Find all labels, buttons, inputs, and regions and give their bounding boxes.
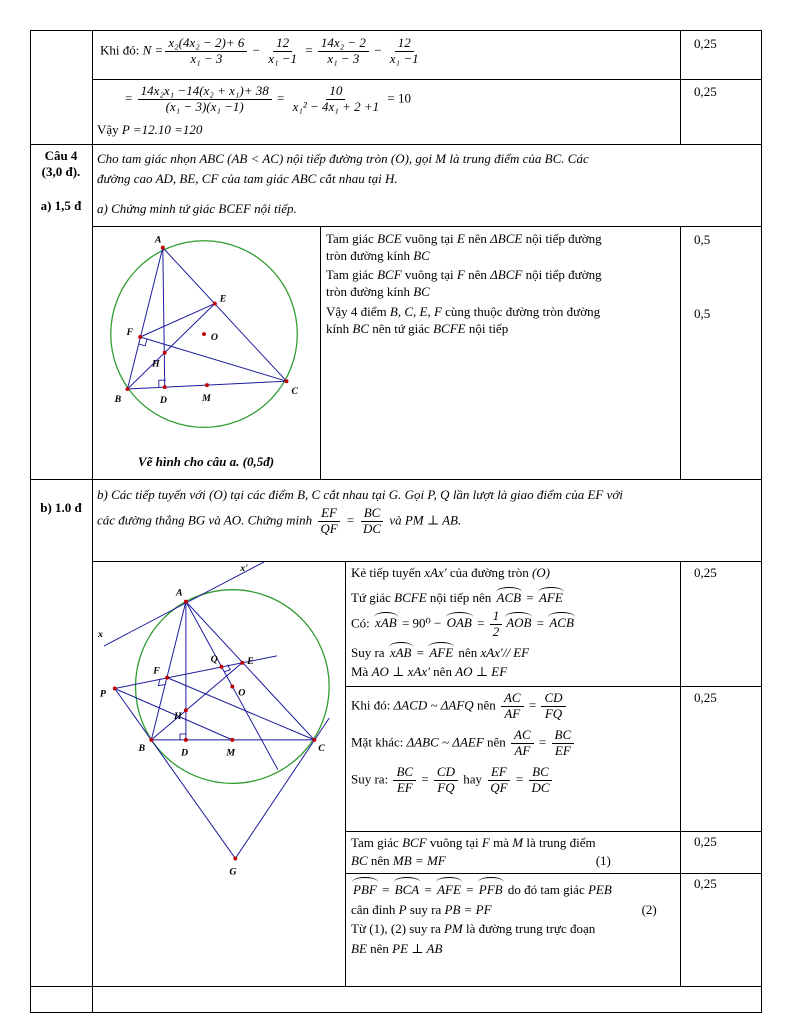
text-run: =	[378, 882, 393, 897]
geometry-figure-b	[94, 562, 344, 898]
text-run: Tam giác	[326, 231, 378, 246]
point-p	[113, 687, 117, 691]
text-run: =	[418, 771, 432, 787]
point-b	[125, 387, 129, 391]
math-text: xAx'// EF	[480, 644, 530, 660]
explanation-paragraph	[326, 230, 676, 264]
fraction: $\frac{CD}{FQ}$	[541, 691, 565, 722]
text-run: =	[512, 771, 527, 787]
math-text: F	[481, 835, 490, 850]
text-run: =	[273, 90, 288, 106]
text-run: cùng thuộc đường tròn đường	[441, 303, 601, 319]
text-run: nên	[455, 644, 481, 660]
explanation-line	[351, 834, 677, 852]
altitude-cf	[140, 337, 286, 381]
math-text: E	[456, 231, 465, 246]
text-run: =	[535, 734, 550, 750]
table-border	[345, 686, 761, 687]
table-border	[680, 30, 681, 144]
segment-ef	[140, 304, 215, 337]
text-run: Suy ra:	[351, 771, 392, 787]
score-value: 0,25	[694, 565, 717, 580]
table-border	[30, 479, 761, 480]
text-run: =	[125, 90, 136, 106]
text-run: =	[421, 882, 436, 897]
text-run: Khi đó:	[100, 42, 143, 58]
math-text: BE	[351, 940, 367, 956]
math-text: P =12.10 =120	[121, 122, 203, 137]
text-run: đường cao AD, BE, CF của tam giác ABC cắt nhau tại H.	[97, 171, 398, 187]
text-run: vuông tại	[426, 835, 482, 850]
table-border	[680, 226, 681, 479]
point-h	[184, 708, 188, 712]
explanation-b4	[351, 877, 677, 958]
hat-notation: BCA	[393, 877, 422, 900]
point-a	[184, 600, 188, 604]
point-label-a: A	[154, 234, 162, 246]
table-border	[92, 226, 761, 227]
explanation-line	[351, 939, 677, 959]
point-label-e: E	[219, 293, 227, 305]
hat-notation: AFE	[435, 877, 463, 900]
text-run: Suy ra	[351, 644, 388, 660]
math-text: xAx'	[424, 565, 447, 580]
score-value: 0,25	[694, 36, 717, 51]
point-f	[165, 676, 169, 680]
explanation-line	[351, 852, 677, 870]
text-run: Mà	[351, 663, 372, 679]
text-run: nên	[464, 267, 491, 283]
hat-notation: ACB	[495, 587, 524, 606]
explanation-line	[351, 664, 677, 684]
fraction: $\frac{BC}{DC}$	[360, 506, 384, 537]
explanation-paragraph	[326, 303, 676, 337]
text-run: nên tứ giác	[369, 320, 434, 336]
text-run: Tam giác	[326, 267, 378, 283]
math-text: ΔBCF	[490, 267, 523, 283]
math-text: BCFE	[433, 320, 466, 336]
text-run: Kẻ tiếp tuyến	[351, 565, 425, 580]
text-run: nên	[366, 940, 393, 956]
text-run: nên	[367, 852, 393, 868]
math-text: P	[398, 901, 407, 917]
text-run: −	[249, 42, 264, 58]
table-border	[680, 561, 681, 986]
hat-notation: xAB	[373, 612, 399, 631]
point-label-a: A	[176, 587, 183, 599]
text-run: =	[525, 697, 540, 713]
text-run: nội tiếp nên	[426, 590, 495, 605]
question-task-a	[97, 201, 757, 217]
score-value: 0,5	[694, 232, 711, 247]
text-run: (2)	[641, 901, 657, 917]
text-run: các đường thẳng BG và AO. Chứng minh	[97, 512, 316, 528]
math-text: F	[456, 267, 465, 283]
text-run: tròn đường kính	[326, 248, 414, 264]
question-statement-a	[97, 149, 757, 189]
question-statement-b	[97, 485, 757, 537]
score-value: 0,25	[694, 834, 717, 849]
table-border	[345, 561, 346, 986]
text-run: nên	[483, 734, 510, 750]
point-label-c: C	[318, 742, 325, 754]
table-border	[30, 30, 762, 31]
text-run: Cho tam giác nhọn ABC (AB < AC) nội tiếp đường tròn (O), gọi M là trung điểm của BC. Các	[97, 151, 589, 166]
point-f	[138, 335, 142, 339]
fraction: $\frac{1}{2}$	[490, 609, 503, 640]
text-run: Mặt khác:	[351, 734, 407, 750]
math-text: BCE	[377, 231, 402, 246]
math-text: PM	[443, 921, 463, 936]
fraction: $\frac{12}{\text{x₁ −1}}$	[268, 35, 298, 66]
text-run: vuông tại	[401, 267, 457, 283]
diagram-caption: Vẽ hình cho câu a. (0,5đ)	[137, 454, 275, 469]
point-e	[240, 661, 244, 665]
fraction: $\frac{10}{\text{x₁² − 4x₁ + 2 +1}}$	[292, 83, 380, 114]
point-label-b: B	[138, 742, 146, 754]
text-run: a) Chứng minh tứ giác BCEF nội tiếp.	[97, 201, 297, 216]
text-run: Vậy 4 điểm	[326, 303, 390, 319]
point-label-h: H	[151, 358, 160, 370]
explanation-part-a	[326, 230, 676, 339]
text-run: là đường trung trực đoạn	[462, 921, 596, 936]
text-run: do đó tam giác	[504, 882, 588, 897]
text-run: nên	[464, 231, 491, 246]
text-run: vuông tại	[401, 231, 457, 246]
fraction: $\frac{BC}{DC}$	[528, 765, 552, 796]
altitude-be	[151, 663, 242, 740]
math-text: AO ⊥ xAx'	[371, 663, 430, 679]
point-label-e: E	[247, 655, 254, 667]
hat-notation: ACB	[547, 612, 576, 631]
point-c	[312, 738, 316, 742]
math-text: BCFE	[394, 590, 427, 605]
text-run: cân đỉnh	[351, 901, 399, 917]
diagram-part-b	[94, 562, 344, 985]
text-run: của đường tròn	[446, 565, 532, 580]
math-text: M	[512, 835, 524, 850]
explanation-b1	[351, 565, 677, 686]
math-text: BCF	[377, 267, 402, 283]
fraction: $\frac{\text{x₂(4x₂ − 2)+ 6}}{\text{x₁ − 3}}$	[165, 36, 247, 67]
fraction: $\frac{BC}{EF}$	[552, 728, 575, 759]
text-run: =	[533, 615, 548, 631]
text-run: Khi đó:	[351, 697, 394, 713]
text-run: nên	[429, 663, 456, 679]
hat-notation: AOB	[504, 612, 533, 631]
table-border	[761, 30, 762, 1012]
point-label-d: D	[159, 394, 167, 406]
math-text: (O)	[531, 565, 551, 580]
text-run: b) Các tiếp tuyến với (O) tại các điểm B, C cắt nhau tại G. Gọi P, Q lần lượt là giao điểm của EF với	[97, 487, 623, 502]
text-run: là trung điểm	[523, 835, 596, 850]
fraction: $\frac{EF}{QF}$	[487, 765, 510, 796]
math-text: BC	[351, 852, 368, 868]
point-b	[149, 738, 153, 742]
text-run: mà	[489, 835, 513, 850]
point-label-p: P	[99, 688, 106, 700]
fraction: $\frac{\text{14x₂ − 2}}{\text{x₁ − 3}}$	[318, 36, 369, 67]
text-run: Từ (1), (2) suy ra	[351, 921, 444, 936]
point-label-q: Q	[210, 653, 218, 665]
text-run: suy ra	[406, 901, 445, 917]
point-c	[285, 379, 289, 383]
score-value: 0,25	[694, 876, 717, 891]
text-run: (1)	[595, 852, 611, 868]
point-label-f: F	[153, 665, 160, 677]
math-text: BC	[413, 284, 430, 300]
math-text: PE ⊥ AB	[392, 940, 443, 956]
fraction: $\frac{AC}{AF}$	[501, 691, 524, 722]
hat-notation: AFE	[537, 587, 565, 606]
point-label-b: B	[114, 393, 122, 405]
math-text: PEB	[587, 882, 612, 897]
text-run: nội tiếp đường	[522, 231, 602, 246]
math-text: ΔABC ~ ΔAEF	[406, 734, 484, 750]
text-run: Có:	[351, 615, 374, 631]
fraction: $\frac{EF}{QF}$	[317, 506, 340, 537]
point-h	[163, 351, 167, 355]
explanation-line	[351, 919, 677, 939]
score-value: 0,25	[694, 690, 717, 705]
fraction: $\frac{\text{14x₂x₁ −14(x₂ + x₁)+ 38}}{\text{(x₁ − 3)(x₁ −1)}}$	[138, 84, 272, 115]
text-run: nội tiếp đường	[522, 267, 602, 283]
point-label-m: M	[202, 392, 211, 404]
math-text: N =	[142, 42, 164, 58]
point-d	[163, 385, 167, 389]
explanation-line	[351, 900, 677, 920]
explanation-paragraph	[326, 266, 676, 300]
point-o	[202, 332, 206, 336]
point-a	[161, 246, 165, 250]
fraction: $\frac{12}{\text{x₁ −1}}$	[389, 35, 419, 66]
altitude-ad	[163, 248, 165, 387]
hat-notation: xAB	[388, 642, 414, 661]
text-run: −	[370, 42, 385, 58]
math-text: BC	[352, 320, 369, 336]
hat-notation: PFB	[477, 877, 505, 900]
diagram-part-a	[94, 228, 318, 477]
explanation-line	[351, 877, 677, 900]
table-border	[30, 144, 761, 145]
table-border	[92, 79, 761, 80]
text-run: nội tiếp	[465, 320, 509, 336]
math-text: ΔACD ~ ΔAFQ	[393, 697, 474, 713]
explanation-line	[351, 765, 677, 796]
point-m	[230, 738, 234, 742]
conclusion-line	[97, 122, 397, 138]
table-border	[345, 873, 761, 874]
math-text: PB = PF	[444, 901, 492, 917]
text-run: =	[473, 615, 488, 631]
math-text: B, C, E, F	[389, 303, 442, 319]
text-run: kính	[326, 320, 353, 336]
fraction: $\frac{AC}{AF}$	[511, 728, 534, 759]
formula-line-1	[100, 36, 665, 67]
point-label-x: x	[97, 629, 103, 641]
point-label-d: D	[180, 747, 189, 759]
question-number: Câu 4	[44, 148, 78, 163]
part-a-label: a) 1,5 đ	[40, 198, 82, 213]
text-run: =	[302, 42, 316, 58]
text-run: và PM ⊥ AB.	[386, 512, 462, 528]
explanation-line	[351, 565, 677, 585]
text-run: =	[413, 644, 428, 660]
point-m	[205, 383, 209, 387]
explanation-b2	[351, 691, 677, 802]
hat-notation: AFE	[427, 642, 455, 661]
table-border	[30, 986, 761, 987]
point-label-o: O	[238, 687, 246, 699]
point-o	[230, 685, 234, 689]
math-text: BC	[413, 248, 430, 264]
score-value: 0,5	[694, 306, 711, 321]
explanation-line	[351, 691, 677, 722]
text-run: Tam giác	[351, 835, 403, 850]
fraction: $\frac{CD}{FQ}$	[434, 765, 458, 796]
point-label-m: M	[226, 747, 236, 759]
hat-notation: PBF	[351, 877, 379, 900]
text-run: =	[523, 590, 537, 605]
math-text: AO ⊥ EF	[455, 663, 508, 679]
table-border	[320, 226, 321, 479]
explanation-b3	[351, 834, 677, 869]
formula-line-2	[125, 84, 670, 115]
hat-notation: OAB	[445, 612, 474, 631]
math-text: MB = MF	[392, 852, 446, 868]
math-text: BCF	[402, 835, 427, 850]
point-label-x-prime: x'	[240, 562, 248, 574]
score-value: 0,25	[694, 84, 717, 99]
point-label-f: F	[126, 327, 134, 339]
explanation-line	[351, 609, 677, 640]
text-run: nên	[473, 697, 499, 713]
point-q	[219, 665, 223, 669]
question-points: (3,0 đ).	[41, 164, 81, 179]
text-run: = 10	[384, 90, 411, 106]
text-run: hay	[459, 771, 486, 787]
point-e	[213, 302, 217, 306]
text-run: =	[342, 512, 359, 528]
text-run: Tứ giác	[351, 590, 395, 605]
point-g	[233, 856, 237, 860]
point-label-o: O	[210, 331, 218, 343]
explanation-line	[351, 728, 677, 759]
text-run: Vậy	[97, 122, 122, 137]
math-text: ΔBCE	[490, 231, 523, 246]
text-run: = 90⁰ −	[398, 615, 445, 631]
point-label-g: G	[229, 866, 237, 878]
table-border	[92, 30, 93, 1012]
text-run: =	[462, 882, 477, 897]
explanation-line	[351, 642, 677, 662]
point-label-c: C	[291, 385, 298, 397]
fraction: $\frac{BC}{EF}$	[393, 765, 416, 796]
geometry-figure-a	[94, 228, 318, 446]
table-border	[30, 1012, 762, 1013]
point-d	[184, 738, 188, 742]
explanation-line	[351, 587, 677, 607]
table-border	[345, 831, 761, 832]
tangent-xax	[104, 562, 264, 646]
point-label-h: H	[174, 711, 182, 723]
text-run: tròn đường kính	[326, 284, 414, 300]
part-b-label: b) 1.0 đ	[40, 500, 82, 515]
